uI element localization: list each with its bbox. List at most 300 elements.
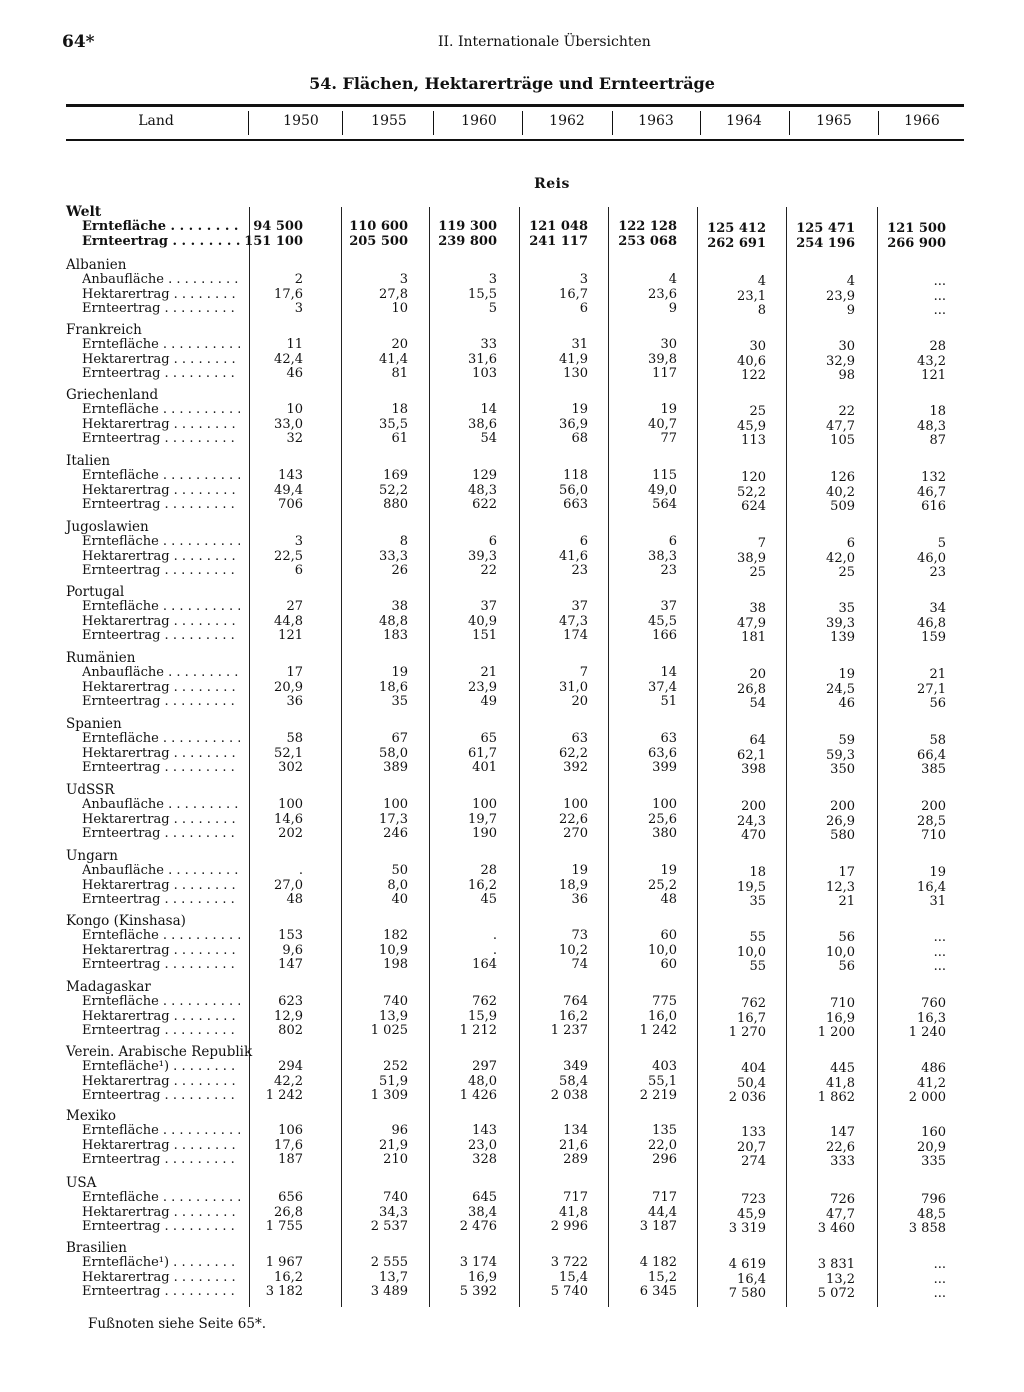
table-cell: 190 — [472, 826, 497, 842]
table-cell: 52,2 — [737, 484, 766, 500]
table-cell: 5 — [937, 536, 946, 551]
header-separator — [878, 111, 879, 135]
row-label-text: Erntefläche — [82, 1123, 159, 1138]
row-label — [82, 1023, 240, 1038]
table-cell: 1 967 — [265, 1255, 303, 1270]
table-cell: 100 — [383, 797, 408, 812]
header-year: 1964 — [726, 113, 762, 129]
table-cell: 41,4 — [379, 351, 408, 367]
row-label-text: Hektarertrag — [82, 416, 170, 432]
header-rule — [66, 139, 964, 141]
table-cell: 580 — [830, 828, 855, 844]
table-cell: 6 — [579, 534, 588, 549]
table-cell: 44,8 — [274, 613, 303, 629]
country-name: Italien — [66, 453, 111, 469]
row-label — [82, 599, 240, 614]
table-cell: 30 — [838, 339, 855, 354]
table-cell: 16,9 — [826, 1010, 855, 1026]
table-cell: 143 — [472, 1123, 497, 1138]
header-year: 1955 — [371, 113, 407, 129]
table-cell: 38,6 — [468, 416, 497, 432]
table-cell: 151 100 — [244, 233, 303, 249]
country-name: USA — [66, 1175, 97, 1191]
table-cell: 239 800 — [438, 233, 497, 249]
table-cell: 289 — [563, 1152, 588, 1168]
table-cell: 39,3 — [826, 615, 855, 631]
table-cell: 13,2 — [826, 1271, 855, 1287]
country-name: Welt — [66, 204, 102, 220]
table-cell: 35 — [749, 894, 766, 910]
table-cell: 4 619 — [728, 1257, 766, 1272]
country-name: Kongo (Kinshasa) — [66, 913, 186, 929]
row-label-text: Ernteertrag — [82, 892, 161, 908]
row-label — [82, 1138, 240, 1153]
table-cell: 103 — [472, 366, 497, 382]
table-cell: 23 — [571, 563, 588, 579]
table-cell: 17,6 — [274, 286, 303, 302]
table-cell: 54 — [480, 431, 497, 447]
table-cell: 121 — [278, 628, 303, 644]
table-cell: 623 — [278, 994, 303, 1009]
table-cell: 43,2 — [917, 353, 946, 369]
table-cell: 9,6 — [282, 942, 303, 958]
table-cell: 26,8 — [737, 681, 766, 697]
table-cell: 762 — [741, 996, 766, 1011]
table-cell: 10 — [391, 301, 408, 317]
table-cell: 764 — [563, 994, 588, 1009]
table-cell: 28 — [929, 339, 946, 354]
row-label — [82, 1009, 240, 1024]
table-cell: 125 471 — [796, 221, 855, 236]
table-cell: 3 — [579, 272, 588, 287]
top-rule — [66, 104, 964, 107]
table-cell: 3 — [399, 272, 408, 287]
table-cell: 121 048 — [529, 219, 588, 234]
table-cell: 166 — [652, 628, 677, 644]
table-cell: 41,9 — [559, 351, 588, 367]
table-cell: 8 — [757, 303, 766, 319]
table-title: 54. Flächen, Hektarerträge und Ernteerträge — [309, 74, 715, 93]
row-label-text: Erntefläche — [82, 994, 159, 1009]
table-cell: 198 — [383, 957, 408, 973]
header-separator — [612, 111, 613, 135]
table-cell: 20,9 — [917, 1139, 946, 1155]
row-label-text: Hektarertrag — [82, 1073, 170, 1089]
row-label — [82, 234, 240, 249]
table-cell: 16,2 — [468, 877, 497, 893]
table-cell: 18 — [391, 402, 408, 417]
table-cell: ... — [933, 1286, 946, 1302]
table-cell: 48 — [660, 892, 677, 908]
table-cell: 16,4 — [917, 879, 946, 895]
table-cell: 16,2 — [559, 1008, 588, 1024]
table-cell: 398 — [741, 762, 766, 778]
table-cell: 100 — [278, 797, 303, 812]
table-cell: 21,6 — [559, 1137, 588, 1153]
table-cell: 34 — [929, 601, 946, 616]
table-cell: 880 — [383, 497, 408, 513]
table-cell: 25 — [749, 404, 766, 419]
row-label-text: Erntefläche — [82, 468, 159, 483]
header-separator — [433, 111, 434, 135]
table-cell: 34,3 — [379, 1204, 408, 1220]
table-cell: 16,7 — [559, 286, 588, 302]
table-cell: 125 412 — [707, 221, 766, 236]
table-cell: 15,5 — [468, 286, 497, 302]
table-cell: 14 — [660, 665, 677, 680]
table-cell: 49,4 — [274, 482, 303, 498]
row-label-text: Ernteertrag — [82, 826, 161, 842]
header-year: 1960 — [461, 113, 497, 129]
table-cell: 7 — [579, 665, 588, 680]
table-cell: 21,9 — [379, 1137, 408, 1153]
table-cell: 200 — [921, 799, 946, 814]
table-cell: 38,9 — [737, 550, 766, 566]
header-year: 1950 — [283, 113, 319, 129]
table-cell: 3 489 — [370, 1284, 408, 1300]
table-cell: 274 — [741, 1154, 766, 1170]
table-cell: 3 831 — [817, 1257, 855, 1272]
table-cell: 139 — [830, 630, 855, 646]
table-cell: 16,4 — [737, 1271, 766, 1287]
row-label-text: Ernteertrag — [82, 233, 168, 249]
table-cell: 37 — [660, 599, 677, 614]
table-cell: 182 — [383, 928, 408, 943]
table-cell: 117 — [652, 366, 677, 382]
table-cell: 55 — [749, 930, 766, 945]
table-cell: 118 — [563, 468, 588, 483]
row-label-text: Hektarertrag — [82, 877, 170, 893]
row-label — [82, 994, 240, 1009]
table-cell: 62,1 — [737, 747, 766, 763]
table-cell: 115 — [652, 468, 677, 483]
table-cell: 40 — [391, 892, 408, 908]
row-label — [82, 1059, 240, 1074]
table-cell: 3 319 — [728, 1221, 766, 1237]
table-cell: 16,0 — [648, 1008, 677, 1024]
row-label-text: Hektarertrag — [82, 942, 170, 958]
table-cell: 33,3 — [379, 548, 408, 564]
table-cell: 15,4 — [559, 1269, 588, 1285]
header-separator — [789, 111, 790, 135]
row-label-text: Anbaufläche — [82, 797, 164, 812]
table-cell: 10,2 — [559, 942, 588, 958]
table-cell: 42,0 — [826, 550, 855, 566]
row-label — [82, 417, 240, 432]
row-label-text: Ernteertrag — [82, 1284, 161, 1300]
table-cell: 2 036 — [728, 1090, 766, 1106]
table-cell: 3 858 — [908, 1221, 946, 1237]
table-cell: 17 — [286, 665, 303, 680]
table-cell: 350 — [830, 762, 855, 778]
table-cell: ... — [933, 303, 946, 319]
table-cell: 1 242 — [639, 1023, 677, 1039]
table-cell: 5 072 — [817, 1286, 855, 1302]
table-cell: 39,3 — [468, 548, 497, 564]
table-cell: 20 — [391, 337, 408, 352]
table-cell: 58 — [929, 733, 946, 748]
table-cell: 40,6 — [737, 353, 766, 369]
table-cell: 2 476 — [459, 1219, 497, 1235]
row-label — [82, 497, 240, 512]
table-cell: 151 — [472, 628, 497, 644]
table-cell: 33,0 — [274, 416, 303, 432]
table-cell: 133 — [741, 1125, 766, 1140]
table-cell: 3 182 — [265, 1284, 303, 1300]
table-cell: 3 722 — [550, 1255, 588, 1270]
row-label — [82, 1190, 240, 1205]
table-cell: 645 — [472, 1190, 497, 1205]
header-separator — [522, 111, 523, 135]
table-cell: 22,5 — [274, 548, 303, 564]
table-cell: 31 — [571, 337, 588, 352]
row-label — [82, 863, 240, 878]
table-cell: 2 — [294, 272, 303, 287]
table-cell: 13,9 — [379, 1008, 408, 1024]
table-cell: 401 — [472, 760, 497, 776]
table-cell: ... — [933, 288, 946, 304]
table-cell: 37,4 — [648, 679, 677, 695]
table-cell: 1 240 — [908, 1025, 946, 1041]
table-cell: 67 — [391, 731, 408, 746]
table-cell: 56 — [929, 696, 946, 712]
table-cell: 46 — [286, 366, 303, 382]
row-label-text: Ernteertrag — [82, 1023, 161, 1039]
table-cell: 31 — [929, 894, 946, 910]
table-cell: 37 — [480, 599, 497, 614]
table-cell: 130 — [563, 366, 588, 382]
table-cell: 4 — [757, 274, 766, 289]
table-cell: ... — [933, 1257, 946, 1272]
row-label-text: Erntefläche — [82, 534, 159, 549]
table-cell: 3 187 — [639, 1219, 677, 1235]
table-cell: 187 — [278, 1152, 303, 1168]
table-cell: 740 — [383, 994, 408, 1009]
row-label — [82, 549, 240, 564]
table-cell: 1 309 — [370, 1088, 408, 1104]
table-cell: 50,4 — [737, 1075, 766, 1091]
row-label-text: Hektarertrag — [82, 482, 170, 498]
country-name: Madagaskar — [66, 979, 151, 995]
row-label — [82, 352, 240, 367]
table-cell: 23 — [660, 563, 677, 579]
table-cell: 74 — [571, 957, 588, 973]
row-label-text: Erntefläche — [82, 599, 159, 614]
table-cell: 46 — [838, 696, 855, 712]
page-number: 64* — [62, 32, 95, 52]
table-cell: 58 — [286, 731, 303, 746]
table-cell: 113 — [741, 433, 766, 449]
table-cell: 717 — [652, 1190, 677, 1205]
table-cell: 21 — [929, 667, 946, 682]
table-cell: 46,0 — [917, 550, 946, 566]
row-label — [82, 1088, 240, 1103]
table-cell: 19 — [391, 665, 408, 680]
table-cell: 27,8 — [379, 286, 408, 302]
table-cell: 10,0 — [737, 944, 766, 960]
table-cell: 22 — [838, 404, 855, 419]
row-label-text: Hektarertrag — [82, 1137, 170, 1153]
country-name: Brasilien — [66, 1240, 127, 1256]
table-cell: 389 — [383, 760, 408, 776]
header-year: 1966 — [904, 113, 940, 129]
table-cell: 24,5 — [826, 681, 855, 697]
table-cell: 119 300 — [438, 219, 497, 234]
table-cell: 40,9 — [468, 613, 497, 629]
table-cell: 22,0 — [648, 1137, 677, 1153]
row-label — [82, 731, 240, 746]
table-cell: 63,6 — [648, 745, 677, 761]
table-cell: 49 — [480, 694, 497, 710]
table-cell: 68 — [571, 431, 588, 447]
table-cell: 181 — [741, 630, 766, 646]
country-name: Rumänien — [66, 650, 136, 666]
table-cell: 5 740 — [550, 1284, 588, 1300]
table-cell: 19,7 — [468, 811, 497, 827]
table-cell: 2 555 — [370, 1255, 408, 1270]
table-cell: 18 — [929, 404, 946, 419]
table-cell: 129 — [472, 468, 497, 483]
table-cell: 564 — [652, 497, 677, 513]
table-cell: 403 — [652, 1059, 677, 1074]
table-cell: 40,2 — [826, 484, 855, 500]
table-cell: 44,4 — [648, 1204, 677, 1220]
table-cell: 46,8 — [917, 615, 946, 631]
row-label — [82, 219, 240, 234]
table-cell: 663 — [563, 497, 588, 513]
table-cell: 153 — [278, 928, 303, 943]
table-cell: 174 — [563, 628, 588, 644]
table-cell: 28,5 — [917, 813, 946, 829]
header-year: 1963 — [638, 113, 674, 129]
table-cell: 19 — [660, 863, 677, 878]
table-cell: 760 — [921, 996, 946, 1011]
table-cell: 73 — [571, 928, 588, 943]
table-cell: 24,3 — [737, 813, 766, 829]
row-label-text: Ernteertrag — [82, 366, 161, 382]
table-cell: 39,8 — [648, 351, 677, 367]
table-cell: 61 — [391, 431, 408, 447]
table-cell: 2 038 — [550, 1088, 588, 1104]
table-cell: 25,2 — [648, 877, 677, 893]
table-cell: 42,4 — [274, 351, 303, 367]
table-cell: 445 — [830, 1061, 855, 1076]
table-cell: 19,5 — [737, 879, 766, 895]
table-cell: 25,6 — [648, 811, 677, 827]
table-cell: 200 — [830, 799, 855, 814]
row-label-text: Erntefläche — [82, 1190, 159, 1205]
row-label-text: Hektarertrag — [82, 548, 170, 564]
table-cell: 2 996 — [550, 1219, 588, 1235]
row-label — [82, 1074, 240, 1089]
table-cell: 18 — [749, 865, 766, 880]
table-cell: 5 392 — [459, 1284, 497, 1300]
table-cell: 164 — [472, 957, 497, 973]
table-cell: 51,9 — [379, 1073, 408, 1089]
table-cell: 270 — [563, 826, 588, 842]
row-label — [82, 680, 240, 695]
table-cell: 26,9 — [826, 813, 855, 829]
table-cell: 45,5 — [648, 613, 677, 629]
table-cell: 32 — [286, 431, 303, 447]
table-cell: 48,8 — [379, 613, 408, 629]
table-cell: 23,0 — [468, 1137, 497, 1153]
table-cell: . — [492, 928, 497, 943]
table-cell: 3 — [488, 272, 497, 287]
table-cell: 27,0 — [274, 877, 303, 893]
row-label-text: Erntefläche¹) — [82, 1059, 170, 1074]
country-name: Portugal — [66, 584, 125, 600]
row-label-text: Hektarertrag — [82, 811, 170, 827]
table-cell: 6 345 — [639, 1284, 677, 1300]
table-cell: 9 — [846, 303, 855, 319]
row-label — [82, 760, 240, 775]
table-cell: 16,9 — [468, 1269, 497, 1285]
row-label-text: Ernteertrag — [82, 1219, 161, 1235]
table-cell: 19 — [838, 667, 855, 682]
row-label-text: Hektarertrag — [82, 286, 170, 302]
table-cell: 12,3 — [826, 879, 855, 895]
row-label-text: Erntefläche — [82, 928, 159, 943]
table-cell: 9 — [668, 301, 677, 317]
table-cell: 2 219 — [639, 1088, 677, 1104]
table-cell: 726 — [830, 1192, 855, 1207]
table-cell: 58,4 — [559, 1073, 588, 1089]
table-cell: 6 — [846, 536, 855, 551]
table-cell: 12,9 — [274, 1008, 303, 1024]
row-label-text: Hektarertrag — [82, 1008, 170, 1024]
table-cell: 10,0 — [826, 944, 855, 960]
table-cell: 100 — [472, 797, 497, 812]
table-cell: 41,6 — [559, 548, 588, 564]
table-cell: 1 242 — [265, 1088, 303, 1104]
table-cell: 1 755 — [265, 1219, 303, 1235]
table-cell: 45,9 — [737, 418, 766, 434]
table-cell: 100 — [652, 797, 677, 812]
table-cell: 110 600 — [349, 219, 408, 234]
table-cell: 27,1 — [917, 681, 946, 697]
table-cell: 470 — [741, 828, 766, 844]
table-cell: 96 — [391, 1123, 408, 1138]
table-cell: 183 — [383, 628, 408, 644]
table-cell: 710 — [921, 828, 946, 844]
table-cell: 32,9 — [826, 353, 855, 369]
row-label — [82, 694, 240, 709]
row-label — [82, 563, 240, 578]
table-cell: 723 — [741, 1192, 766, 1207]
table-cell: 47,3 — [559, 613, 588, 629]
row-label-text: Ernteertrag — [82, 301, 161, 317]
table-cell: 55 — [749, 959, 766, 975]
table-cell: ... — [933, 959, 946, 975]
table-cell: 13,7 — [379, 1269, 408, 1285]
table-cell: 98 — [838, 368, 855, 384]
table-cell: 49,0 — [648, 482, 677, 498]
table-cell: 262 691 — [707, 235, 766, 251]
table-cell: 122 128 — [618, 219, 677, 234]
table-cell: 16,2 — [274, 1269, 303, 1285]
country-name: UdSSR — [66, 782, 115, 798]
table-cell: 11 — [286, 337, 303, 352]
row-label-text: Ernteertrag — [82, 431, 161, 447]
table-cell: 59,3 — [826, 747, 855, 763]
table-cell: 18,9 — [559, 877, 588, 893]
running-head: II. Internationale Übersichten — [438, 34, 651, 50]
table-cell: 404 — [741, 1061, 766, 1076]
table-cell: 10 — [286, 402, 303, 417]
row-label-text: Erntefläche¹) — [82, 1255, 170, 1270]
table-cell: 335 — [921, 1154, 946, 1170]
